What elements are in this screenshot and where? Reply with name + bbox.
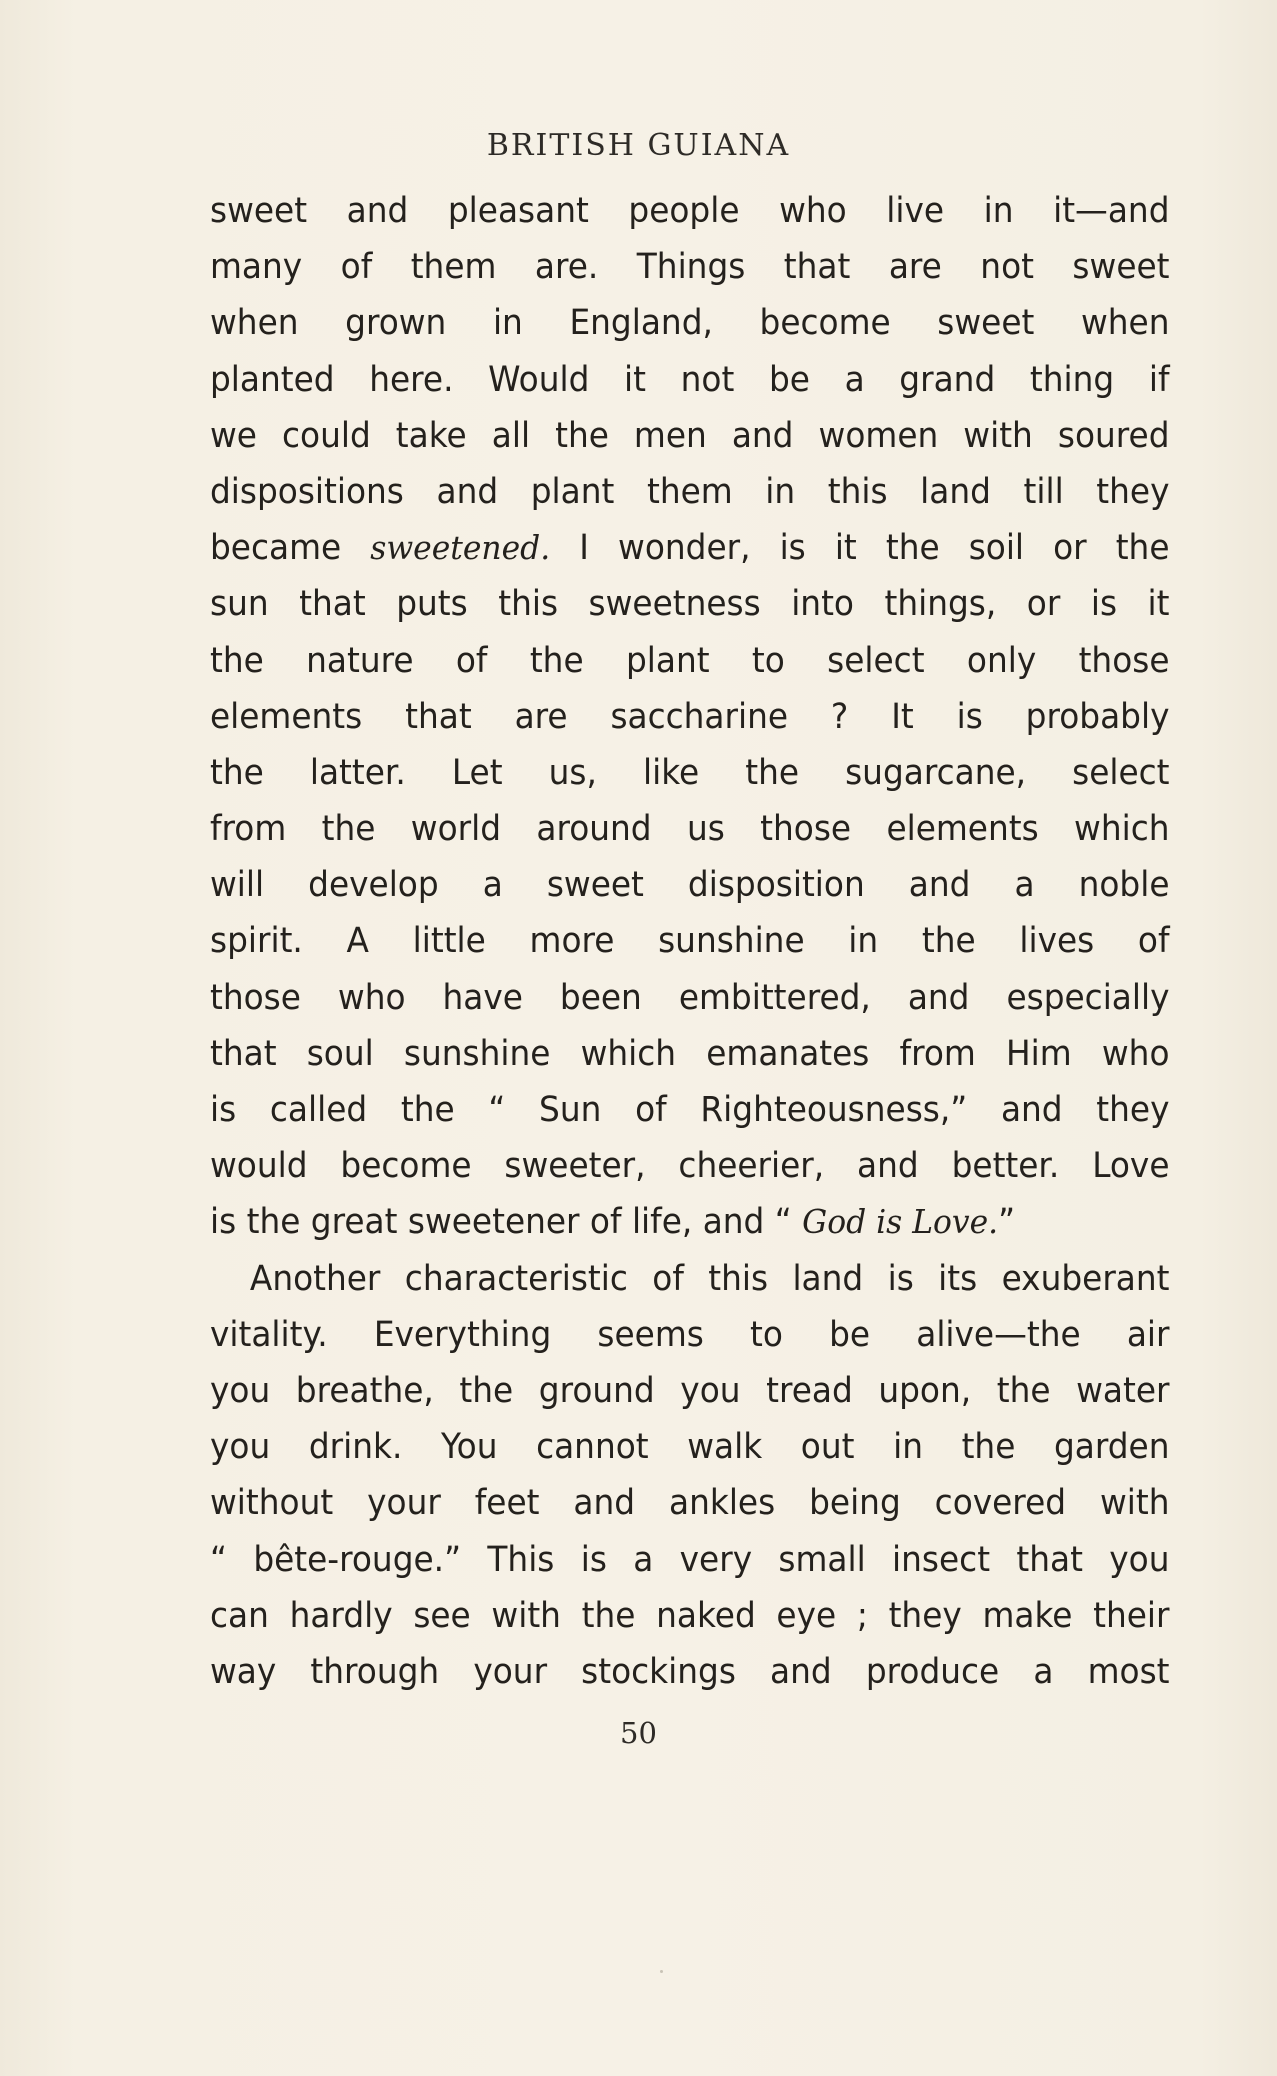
running-head: BRITISH GUIANA <box>486 128 791 163</box>
text-line: elements that are saccharine ? It is probably <box>210 696 1170 737</box>
text-line: is the great sweetener of life, and “ God is Love.” <box>210 1202 1016 1243</box>
text-line: can hardly see with the naked eye ; they make their <box>210 1595 1170 1636</box>
text-line: spirit. A little more sunshine in the lives of <box>210 921 1170 962</box>
text-line: planted here. Would it not be a grand thing if <box>210 359 1170 400</box>
paper-speck <box>660 1970 663 1973</box>
page-number: 50 <box>620 1716 657 1750</box>
text-line: you drink. You cannot walk out in the garden <box>210 1427 1170 1468</box>
text-line: when grown in England, become sweet when <box>210 303 1170 344</box>
italic-emphasis: sweetened. <box>370 528 551 568</box>
text-line: became sweetened. I wonder, is it the soil or the <box>210 528 1170 569</box>
text-line: would become sweeter, cheerier, and better. Love <box>210 1146 1170 1187</box>
text-line-paragraph-start: Another characteristic of this land is its exuberant <box>249 1258 1170 1299</box>
text-line: those who have been embittered, and especially <box>210 977 1170 1018</box>
italic-emphasis: God is Love. <box>802 1202 999 1242</box>
text-line: you breathe, the ground you tread upon, the water <box>210 1370 1170 1411</box>
text-line: will develop a sweet disposition and a noble <box>210 865 1170 906</box>
text-line: vitality. Everything seems to be alive—the air <box>210 1314 1170 1355</box>
text-line: sun that puts this sweetness into things, or is it <box>210 584 1170 625</box>
text-line: without your feet and ankles being covered with <box>210 1483 1170 1524</box>
body-text <box>210 183 1170 1700</box>
text-line: way through your stockings and produce a most <box>210 1651 1170 1692</box>
text-line: we could take all the men and women with soured <box>210 415 1170 456</box>
text-line: is called the “ Sun of Righteousness,” and they <box>210 1090 1170 1130</box>
text-line: that soul sunshine which emanates from Him who <box>210 1033 1170 1074</box>
text-line: many of them are. Things that are not sweet <box>210 247 1170 288</box>
text-line: sweet and pleasant people who live in it—and <box>210 191 1170 231</box>
text-line: the nature of the plant to select only those <box>210 640 1170 681</box>
text-line: the latter. Let us, like the sugarcane, select <box>210 752 1170 793</box>
text-line: dispositions and plant them in this land till they <box>210 471 1170 512</box>
text-line: from the world around us those elements which <box>210 809 1170 850</box>
text-line: “ bête-rouge.” This is a very small insect that you <box>210 1539 1170 1580</box>
